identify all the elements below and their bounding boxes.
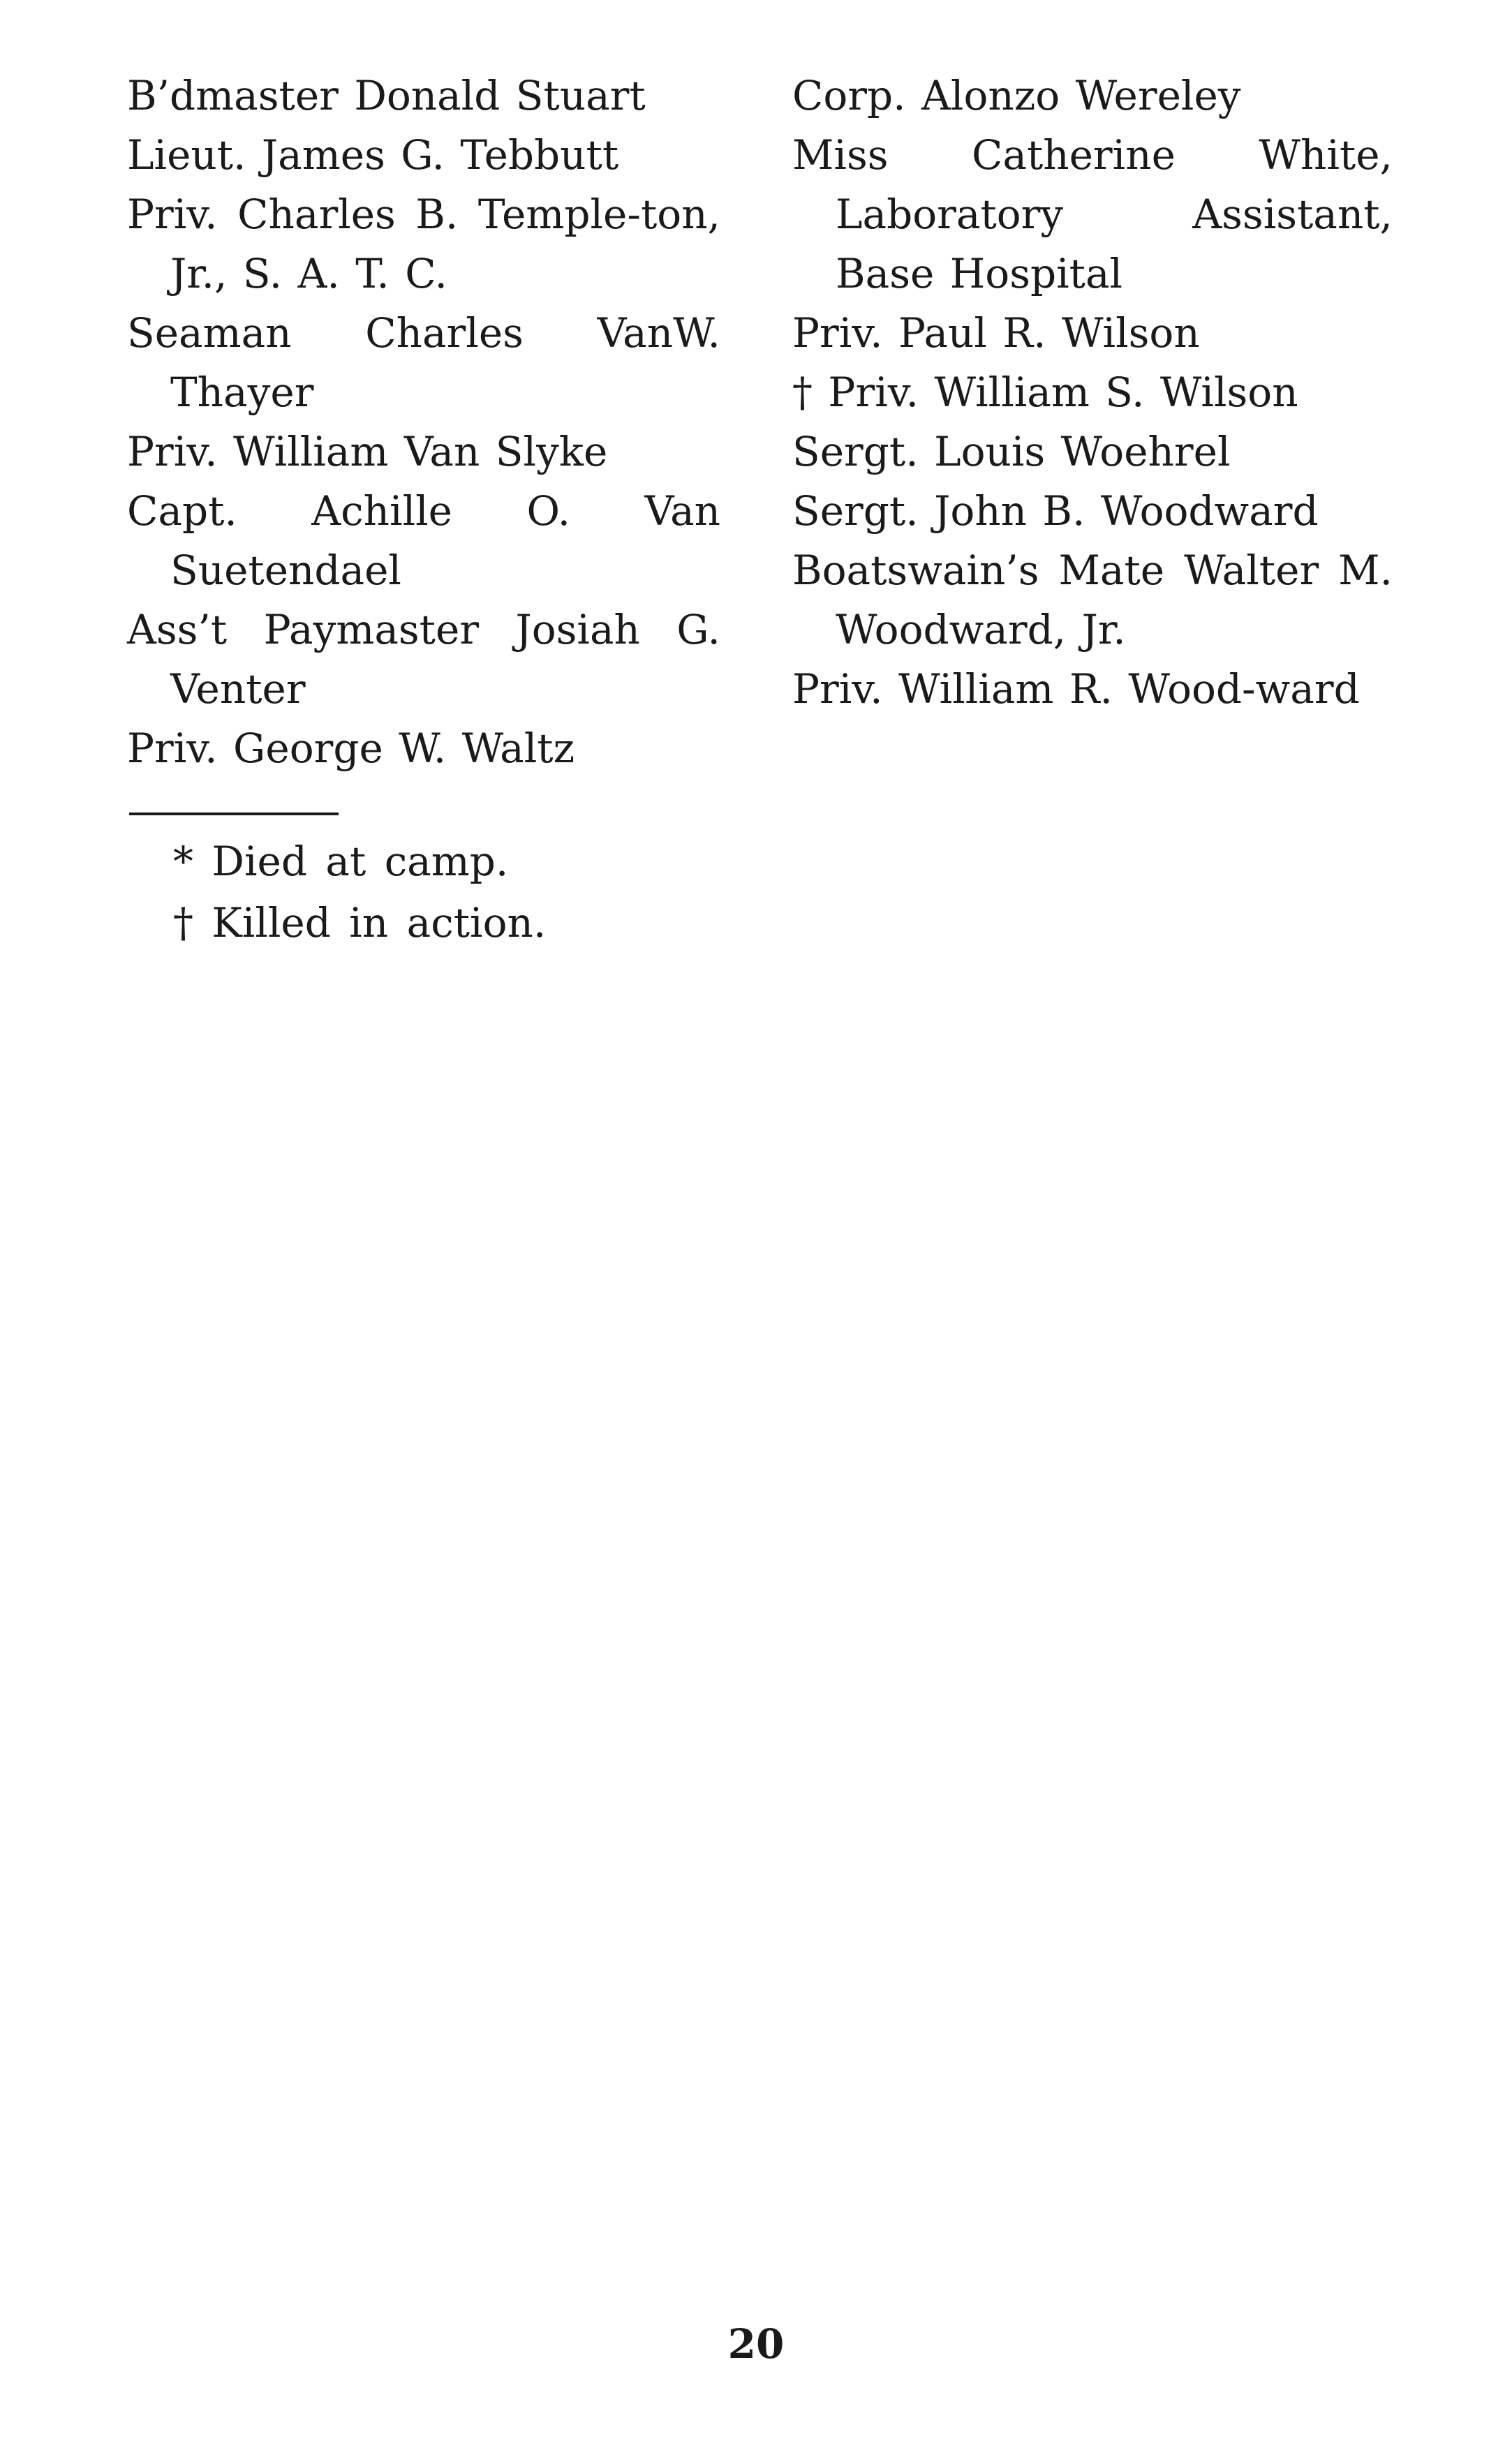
left-column <box>127 66 720 778</box>
list-item: Sergt. Louis Woehrel <box>792 428 1231 475</box>
list-item: Boatswain’s Mate Walter M. Woodward, Jr. <box>792 547 1393 653</box>
footnote-killed-in-action: † Killed in action. <box>173 899 547 947</box>
footnote-divider <box>129 813 339 815</box>
list-item: Ass’t Paymaster Josiah G. Venter <box>127 606 720 713</box>
list-item: Miss Catherine White, Laboratory Assistant, Base Hospital <box>792 131 1393 297</box>
list-item: Lieut. James G. Tebbutt <box>127 131 619 179</box>
page-number: 20 <box>727 2320 785 2368</box>
list-item: Corp. Alonzo Wereley <box>792 72 1241 119</box>
right-column <box>792 66 1393 719</box>
list-item: Priv. Charles B. Temple-ton, Jr., S. A. T. C. <box>127 191 720 297</box>
list-item: Sergt. John B. Woodward <box>792 487 1319 535</box>
list-item: Priv. George W. Waltz <box>127 725 575 772</box>
list-item: † Priv. William S. Wilson <box>792 369 1298 416</box>
list-item: Priv. William R. Wood-ward <box>792 665 1360 713</box>
footnotes <box>173 831 546 954</box>
list-item: Priv. William Van Slyke <box>127 428 608 475</box>
list-item: Seaman Charles VanW. Thayer <box>127 309 720 416</box>
footnote-died-at-camp: * Died at camp. <box>173 838 509 885</box>
list-item: Priv. Paul R. Wilson <box>792 309 1200 357</box>
list-item: B’dmaster Donald Stuart <box>127 72 646 119</box>
list-item: Capt. Achille O. Van Suetendael <box>127 487 720 594</box>
